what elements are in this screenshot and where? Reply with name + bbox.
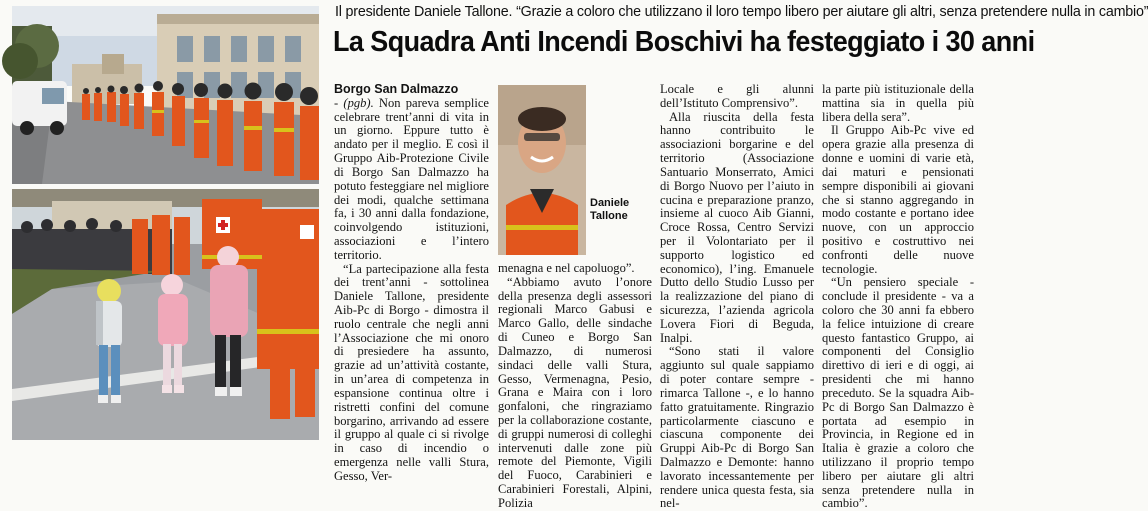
paragraph: Il Gruppo Aib-Pc vive ed opera grazie alla presenza di donne e uomini di varie età, dai maturi e pensionati sempre disponibili ai giovani che si stanno aggregando in modo costante e portano idee nuove, con un approccio positivo e costruttivo nei confronti delle nuove tecnologie. [822,123,974,276]
article-column-4 [822,83,974,511]
caption-line: Tallone [590,209,628,222]
paragraph: “Sono stati il valore aggiunto sul quale sappiamo di poter contare sempre - rimarca Tallone -, e lo hanno fatto gratuitamente. Ringrazio particolarmente ciascuno e ciascuna componente dei Gruppi Aib-Pc di Borgo San Dalmazzo e Demonte: hanno lavorato incessantemente per rendere unica questa festa, sia nel- [660,344,814,511]
dateline: Borgo San Dalmazzo [334,82,459,96]
portrait-illustration [498,85,586,255]
paragraph: Alla riuscita della festa hanno contribuito le associazioni borgarine e del territorio (Associazione Santuario Monserrato, Amici di Borgo Nuovo per l’aiuto in cucina e preparazione pranzo, insieme al cuoco Aib Gianni, Croce Rossa, Centro Servizi per il Volontariato per il supporto logistico ed economico), l’ing. Emanuele Dutto dello Studio Lusso per la realizzazione del piano di sicurezza, l’azienda agricola Lovera Fiori di Beguda, Inalpi. [660,109,814,345]
paragraph: Locale e gli alunni dell’Istituto Comprensivo”. [660,82,814,110]
paragraph: la parte più istituzionale della mattina sia in quella più libera della sera”. [822,82,974,124]
children-parade-photo [12,189,319,440]
paragraph: “La partecipazione alla festa dei trent’anni - sottolinea Daniele Tallone, presidente Aib-Pc di Borgo - dimostra il ruolo centrale che negli anni l’Associazione che mi onoro di presiedere ha assunto, grazie ad un’attività costante, in un’area di competenza in espansione continua oltre i ristretti confini del comune borgarino, arrivando ad essere il gruppo al quale ci si rivolge in caso di incendio o emergenza nelle valli Stura, Gesso, Ver- [334,261,489,483]
kicker: Il presidente Daniele Tallone. “Grazie a coloro che utilizzano il loro tempo libero per aiutare gli altri, senza pretendere nulla in cambio” [335,4,1148,20]
article-column-2 [498,262,652,511]
parade-photo [12,6,319,184]
headline: La Squadra Anti Incendi Boschivi ha festeggiato i 30 anni [333,26,1035,58]
portrait-photo [498,85,586,255]
paragraph: Non pareva semplice celebrare trent’anni di vita in un giorno. Eppure tutto è andato per il meglio. E così il Gruppo Aib-Protezione Civile di Borgo San Dalmazzo ha potuto festeggiare nel migliore dei modi, qualche settimana fa, i 30 anni dalla fondazione, coinvolgendo istituzioni, associazioni e l’intero territorio. [334,95,489,262]
byline: - (pgb). [334,95,374,110]
article-column-1 [334,83,489,484]
article-column-3 [660,83,814,511]
children-illustration [12,189,319,440]
parade-illustration [12,6,319,184]
paragraph: “Un pensiero speciale - conclude il presidente - va a coloro che 30 anni fa ebbero la felice intuizione di creare questo fantastico Gruppo, ai componenti del Consiglio direttivo di ieri e di oggi, ai presidenti che mi hanno preceduto. Se la squadra Aib-Pc di Borgo San Dalmazzo è portata ad esempio in Provincia, in Regione ed in Italia è grazie a coloro che utilizzano il proprio tempo libero per aiutare gli altri senza pretendere nulla in cambio”. [822,275,974,511]
paragraph: “Abbiamo avuto l’onore della presenza degli assessori regionali Marco Gabusi e Marco Gallo, delle sindache di Cuneo e Borgo San Dalmazzo, di numerosi sindaci delle valli Stura, Gesso, Vermenagna, Pesio, Grana e Maira con i loro gonfaloni, che ringraziamo per la collaborazione costante, di gruppi numerosi di colleghi intervenuti dalle zone più remote del Piemonte, Vigili del Fuoco, Carabinieri e Carabinieri Forestali, Alpini, Polizia [498,274,652,510]
caption-line: Daniele [590,197,630,209]
paragraph: menagna e nel capoluogo”. [498,261,635,275]
portrait-caption [590,197,629,222]
